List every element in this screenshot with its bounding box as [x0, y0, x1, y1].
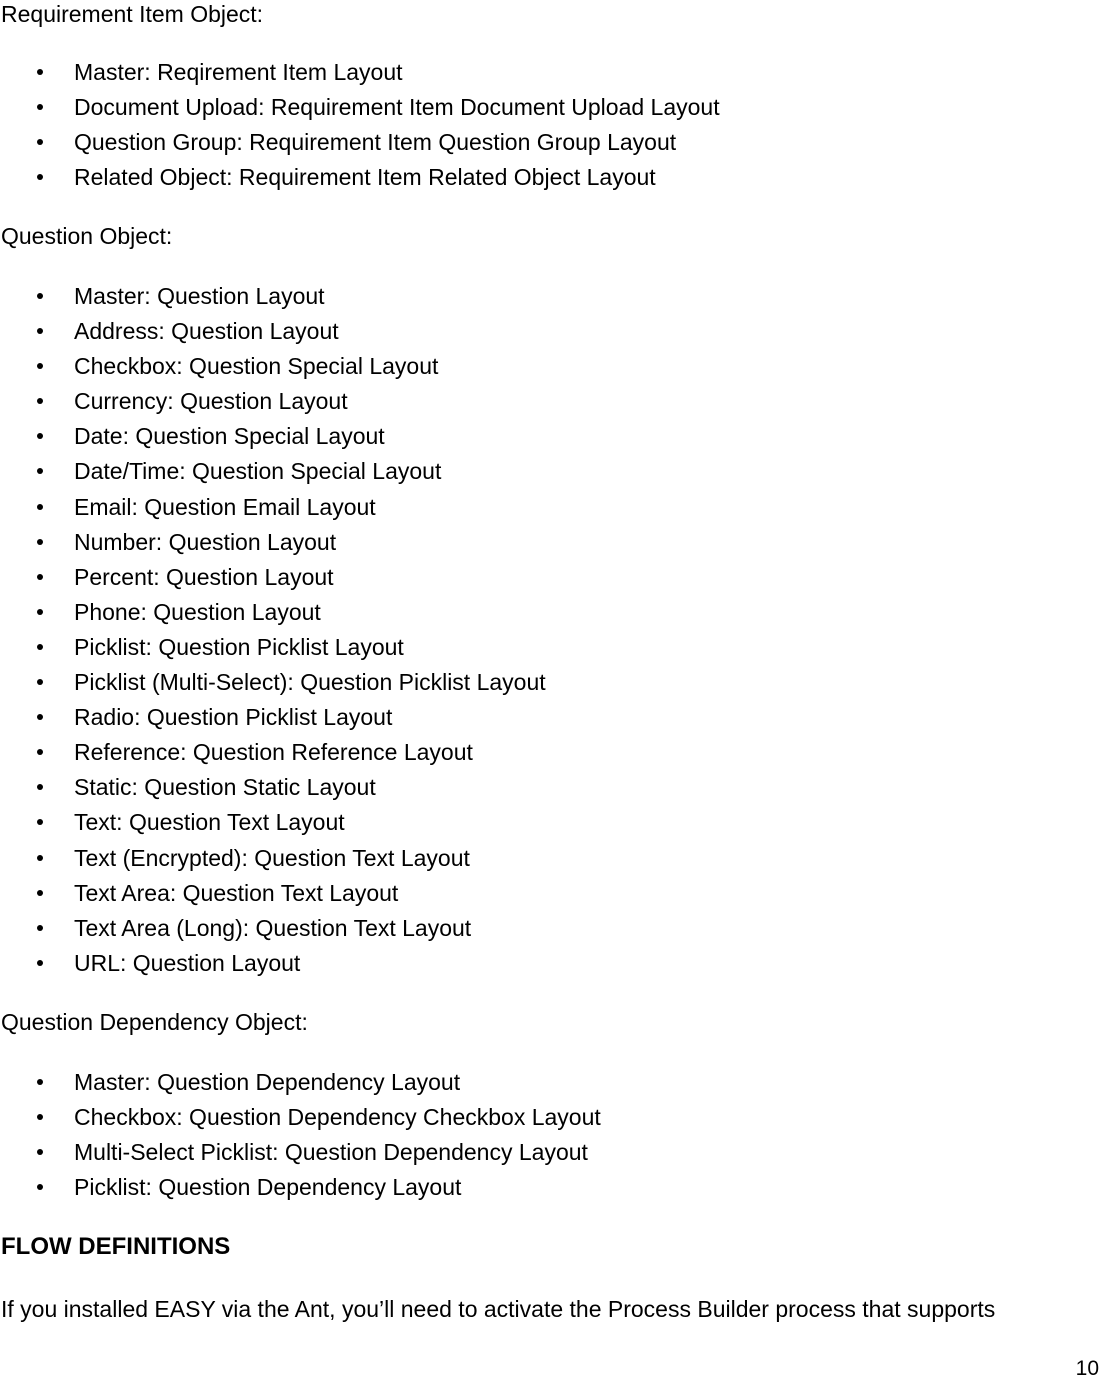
bullet-icon	[37, 174, 43, 180]
bullet-icon	[37, 363, 43, 369]
bullet-icon	[37, 504, 43, 510]
bullet-icon	[37, 784, 43, 790]
bullet-icon	[37, 644, 43, 650]
bullet-icon	[37, 433, 43, 439]
bullet-icon	[37, 293, 43, 299]
bullet-icon	[37, 539, 43, 545]
flow-definitions-heading: FLOW DEFINITIONS	[1, 1233, 231, 1260]
bullet-icon	[37, 574, 43, 580]
bullet-icon	[37, 679, 43, 685]
section-heading-question-dependency: Question Dependency Object:	[1, 1009, 308, 1035]
bullet-icon	[37, 328, 43, 334]
section-heading-requirement-item: Requirement Item Object:	[1, 1, 264, 27]
document-page: Requirement Item Object: Master: Reqirement Item Layout Document Upload: Requirement Item Document Upload Layout Question Group: Requirement Item Question Group Layout Related Object: Requirement Item Related Object Layout Question Object: Master: Question Layout Address: Question Layout Checkbox: Question Special Layout Currency: Question Layout Date: Question Special Layout Date/Time: Question Special Layout Email: Question Email Layout Number: Question Layout Percent: Question Layout Phone: Question Layout Picklist: Question Picklist Layout Picklist (Multi-Select): Question Picklist Layout Radio: Question Picklist Layout Reference: Question Reference Layout Static: Question Static Layout Text: Question Text Layout Text (Encrypted): Question Text Layout Text Area: Question Text Layout Text Area (Long): Question Text Layout URL: Question Layout Question Dependency Object: Master: Question Dependency Layout Checkbox: Question Dependency Checkbox Layout Multi-Select Picklist: Question Dependency Layout Picklist: Question Dependency Layout FLOW DEFINITIONS If you installed EASY via the Ant, you’ll need to activate the Process Builder process that supports 10	[1, 1, 1099, 1380]
bullet-icon	[37, 398, 43, 404]
bullet-icon	[37, 1079, 43, 1085]
section-heading-question: Question Object:	[1, 223, 173, 249]
bullet-icon	[37, 1114, 43, 1120]
page-number: 10	[1075, 1357, 1099, 1380]
bullet-icon	[37, 1184, 43, 1190]
bullet-icon	[37, 960, 43, 966]
bullet-icon	[37, 714, 43, 720]
bullet-icon	[37, 890, 43, 896]
bullet-icon	[37, 855, 43, 861]
bullet-icon	[37, 925, 43, 931]
bullet-icon	[37, 468, 43, 474]
bullet-icon	[37, 139, 43, 145]
bullet-icon	[37, 819, 43, 825]
bullet-icon	[37, 749, 43, 755]
bullet-icon	[37, 1149, 43, 1155]
bullet-icon	[37, 69, 43, 75]
bullet-icon	[37, 609, 43, 615]
body-paragraph: If you installed EASY via the Ant, you’ll need to activate the Process Builder process that supports	[1, 1296, 996, 1322]
bullet-icon	[37, 104, 43, 110]
